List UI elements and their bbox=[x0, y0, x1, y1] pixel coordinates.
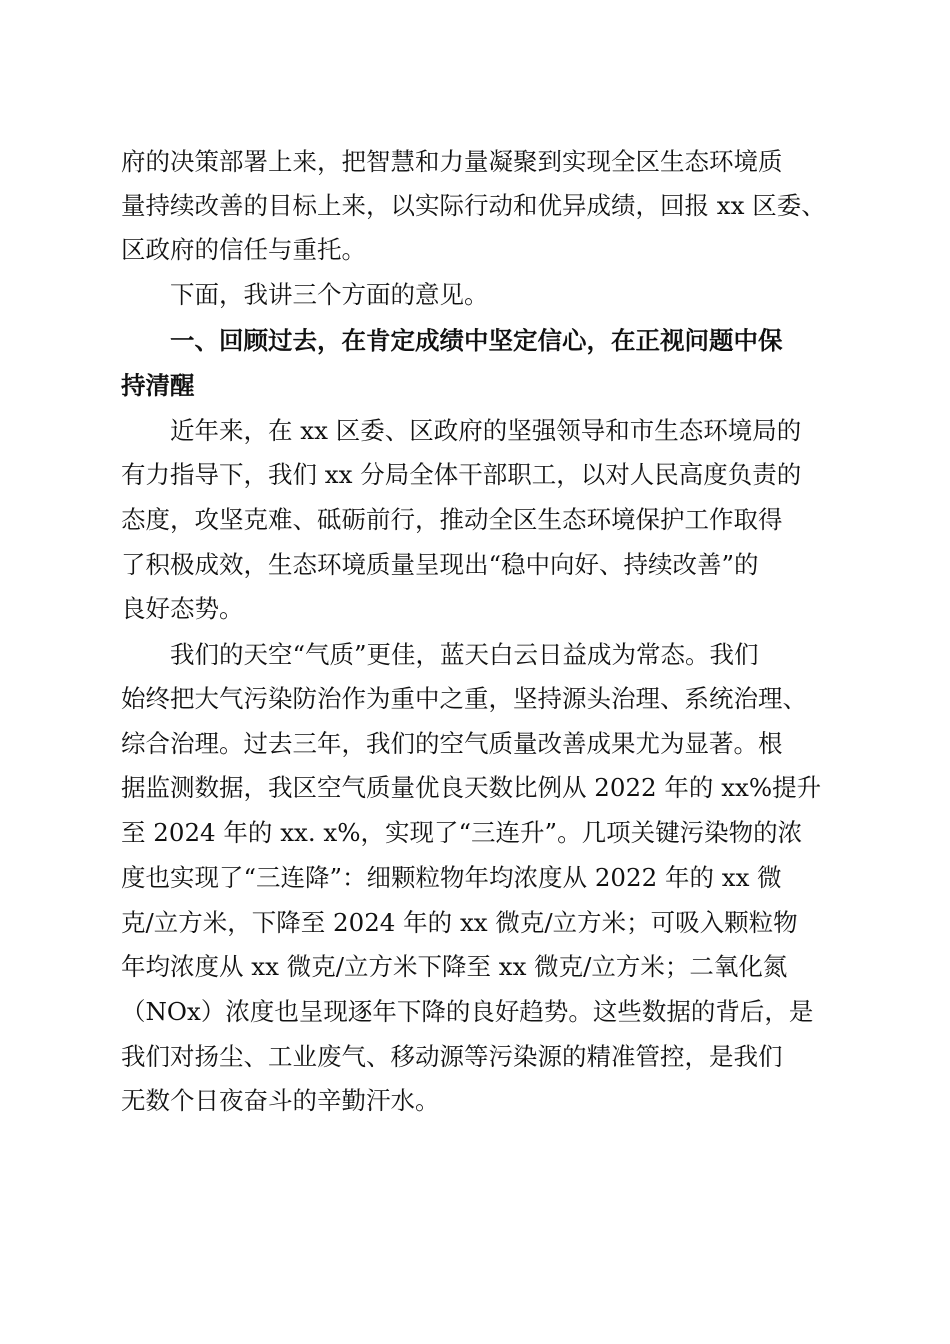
body-line-18: 克/立方米，下降至 2024 年的 xx 微克/立方米；可吸入颗粒物 bbox=[121, 908, 798, 937]
body-line-8: 有力指导下，我们 xx 分局全体干部职工，以对人民高度负责的 bbox=[121, 460, 802, 489]
body-line-17: 度也实现了“三连降”：细颗粒物年均浓度从 2022 年的 xx 微 bbox=[121, 863, 782, 892]
body-line-10: 了积极成效，生态环境质量呈现出“稳中向好、持续改善”的 bbox=[121, 550, 759, 579]
body-line-12: 我们的天空“气质”更佳，蓝天白云日益成为常态。我们 bbox=[170, 640, 759, 669]
section-heading-line-2: 持清醒 bbox=[121, 371, 195, 400]
body-line-15: 据监测数据，我区空气质量优良天数比例从 2022 年的 xx%提升 bbox=[121, 773, 822, 802]
body-line-22: 无数个日夜奋斗的辛勤汗水。 bbox=[121, 1086, 440, 1115]
body-line-13: 始终把大气污染防治作为重中之重，坚持源头治理、系统治理、 bbox=[121, 684, 807, 713]
body-line-21: 我们对扬尘、工业废气、移动源等污染源的精准管控，是我们 bbox=[121, 1042, 783, 1071]
section-heading-line-1: 一、回顾过去，在肯定成绩中坚定信心，在正视问题中保 bbox=[170, 326, 783, 355]
body-line-2: 量持续改善的目标上来，以实际行动和优异成绩，回报 xx 区委、 bbox=[121, 191, 826, 220]
body-line-20: （NOx）浓度也呈现逐年下降的良好趋势。这些数据的背后，是 bbox=[121, 997, 814, 1026]
body-line-3: 区政府的信任与重托。 bbox=[121, 235, 366, 264]
body-line-9: 态度，攻坚克难、砥砺前行，推动全区生态环境保护工作取得 bbox=[121, 505, 783, 534]
body-line-16: 至 2024 年的 xx. x%，实现了“三连升”。几项关键污染物的浓 bbox=[121, 818, 803, 847]
body-line-14: 综合治理。过去三年，我们的空气质量改善成果尤为显著。根 bbox=[121, 729, 783, 758]
body-line-19: 年均浓度从 xx 微克/立方米下降至 xx 微克/立方米；二氧化氮 bbox=[121, 952, 788, 981]
body-line-7: 近年来，在 xx 区委、区政府的坚强领导和市生态环境局的 bbox=[170, 416, 802, 445]
body-line-11: 良好态势。 bbox=[121, 594, 244, 623]
body-line-4: 下面，我讲三个方面的意见。 bbox=[170, 280, 489, 309]
body-line-1: 府的决策部署上来，把智慧和力量凝聚到实现全区生态环境质 bbox=[121, 147, 783, 176]
